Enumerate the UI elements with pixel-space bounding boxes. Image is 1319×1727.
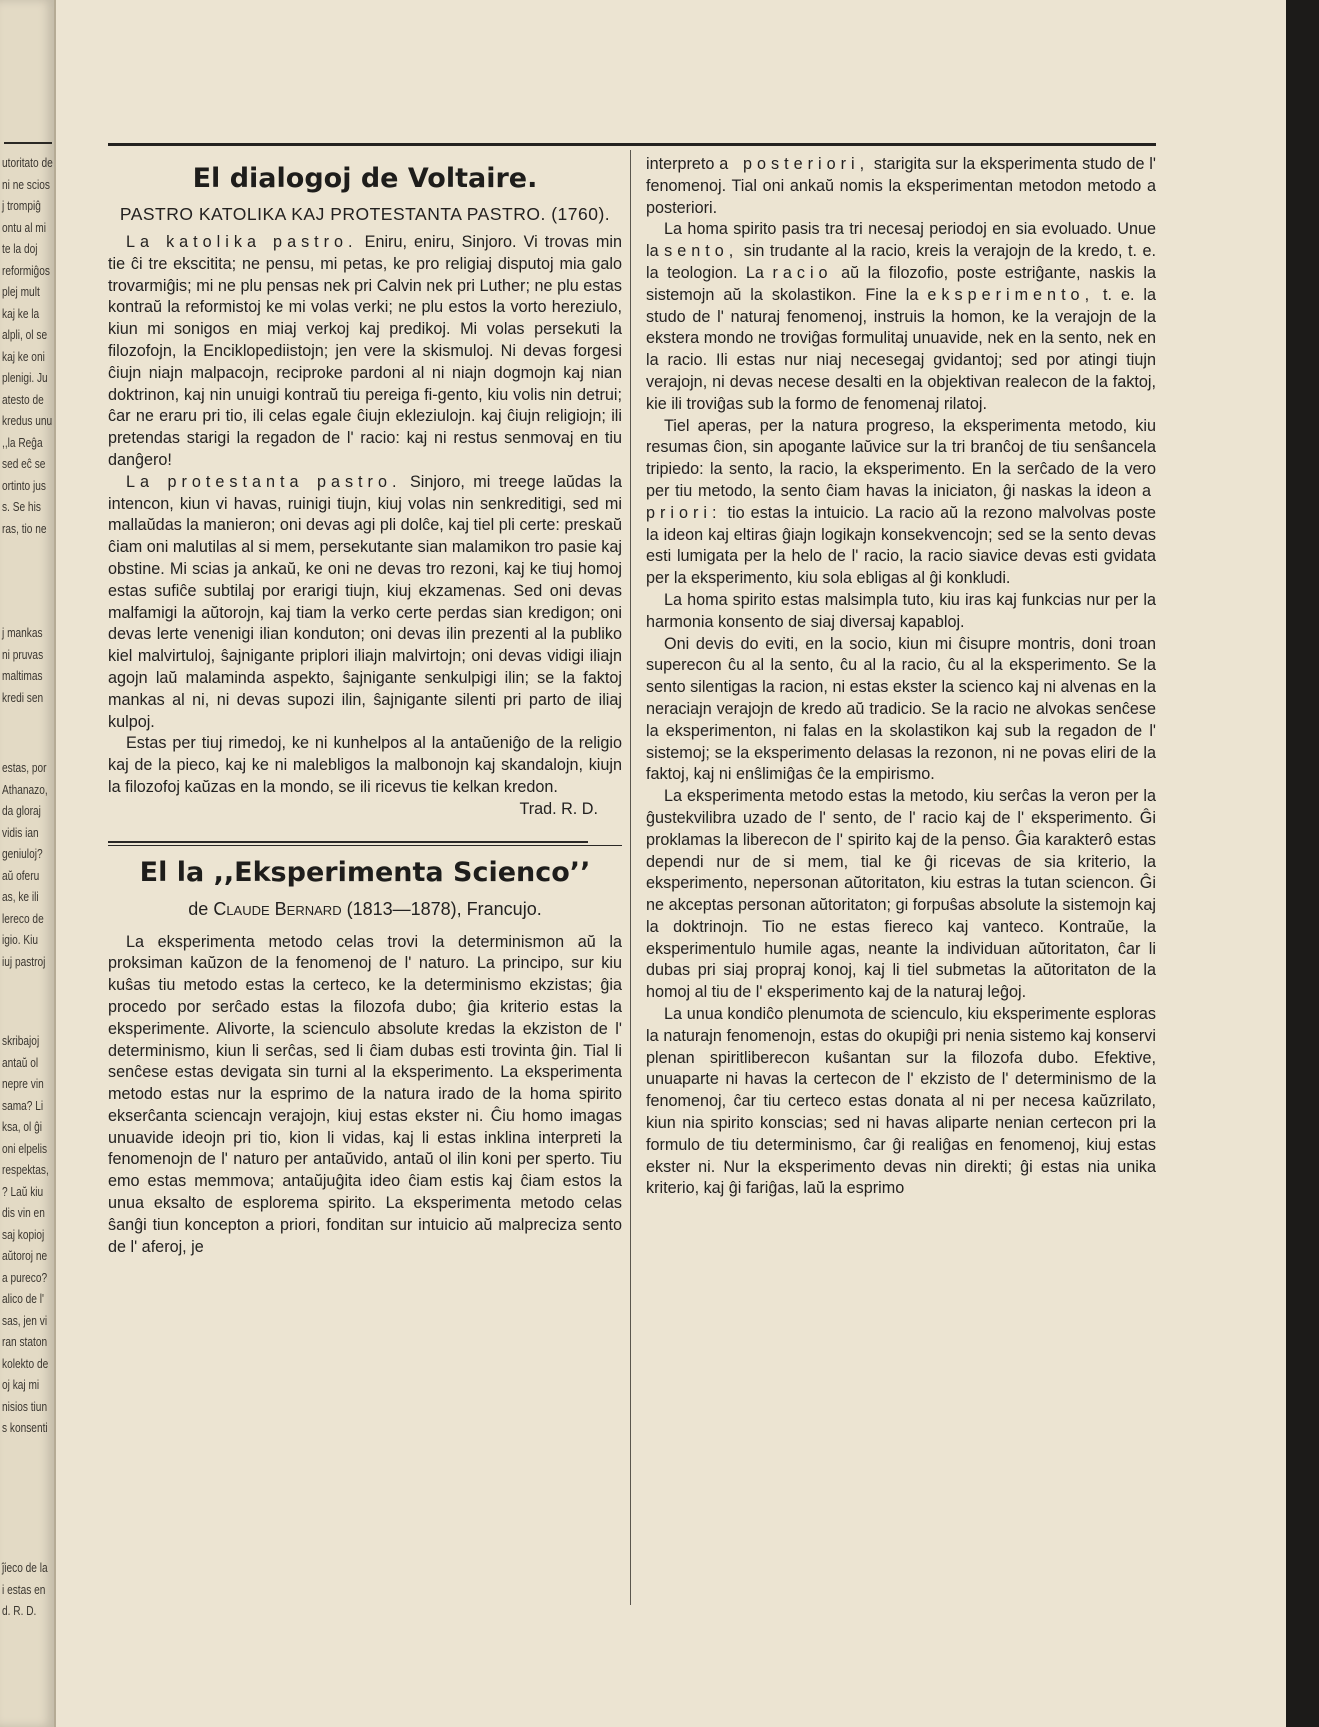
- margin-fragment: plenigi. Ju: [2, 370, 48, 385]
- margin-fragment: plej mult: [2, 284, 40, 299]
- emphasized-term: sento,: [664, 242, 739, 261]
- margin-fragment: ,,la Reĝa: [2, 434, 43, 450]
- margin-fragment: alpli, ol se: [2, 327, 48, 342]
- margin-fragment: geniuloj?: [2, 846, 43, 861]
- margin-fragment: atesto de: [2, 391, 44, 407]
- margin-fragment: j mankas: [2, 625, 43, 640]
- margin-fragment: kredus unu: [2, 413, 53, 428]
- article2-paragraph: Oni devis do eviti, en la socio, kiun mi ĉisupre montris, doni troan superecon ĉu al la sento, ĉu al la racio, ĉu al la eksperimento. Se la sento silentigas la racion, ni estas ekster la scienco kaj ni alvenas en la neraciajn verajojn de kredo aŭ tradicio. Se la racio ne alvokas senĉese la eksperimenton, ni falas en la skolastikon kaj sub la regadon de l' sistemoj; se la eksperimento delasas la rezonon, ni ne povas eliri de la faktoj, kaj ni enŝlimiĝas ĉe la empirismo.: [646, 634, 1156, 784]
- margin-fragment: sas, jen vi: [2, 1312, 48, 1328]
- margin-fragment: te la doj: [2, 241, 38, 256]
- margin-fragment: reformiĝos: [2, 262, 50, 278]
- author-name: Claude Bernard: [213, 898, 342, 919]
- margin-fragment: maltimas: [2, 668, 43, 683]
- article2-paragraph: La homa spirito estas malsimpla tuto, kiu iras kaj funkcias nur per la harmonia konsento de siaj diversaj kapabloj.: [646, 590, 1156, 631]
- article2-title: El la ,,Eksperimenta Scienco’’: [139, 856, 591, 888]
- margin-fragment: aŭ oferu: [2, 867, 40, 883]
- margin-fragment: ? Laŭ kiu: [2, 1183, 44, 1199]
- paragraph-text: Eniru, eniru, Sinjoro. Vi trovas min tie ĉi tre ekscitita; ne pensu, mi petas, ke pro religiaj disputoj mia galo trovarmiĝis; mi ne plu pensas nek pri Calvin nek pri Luther; ne plu estas kontraŭ la reformistoj ke mi volas verki; ne plu estos la vorto hereziulo, kiun mi sonigos en miaj verkoj kaj predikoj. Mi volas persekuti la filozofojn, la Enciklopediistojn; jen vere la skismuloj. Ni devas forgesi ĉiujn niajn malpacojn, reciproke pardoni al ni niajn dogmojn kaj nian doktrinon, kaj nin unuigi kontraŭ tiu pereiga fi-gento, kiu volis nin detrui; ĉar ne eraru pri tio, ili celas egale ĉiujn ekleziulojn. kaj ĉiujn religiojn; ili pretendas starigi la regadon de l' racio: kaj ni restus senmovaj en tiu danĝero!: [108, 233, 623, 469]
- article2-paragraph: [646, 219, 1156, 415]
- margin-fragment: sed eĉ se: [2, 456, 46, 471]
- margin-fragment: ortinto jus: [2, 477, 46, 493]
- margin-fragment: oni elpelis: [2, 1140, 48, 1156]
- margin-fragment: ksa, ol ĝi: [2, 1119, 43, 1134]
- margin-fragment: nepre vin: [2, 1076, 44, 1091]
- margin-fragment: dis vin en: [2, 1205, 45, 1220]
- paragraph-text: Sinjoro, mi treege laŭdas la intencon, kiun vi havas, ruinigi tiujn, kiuj volas nin senkreditigi, sed mi mallaŭdas la manieron; oni devas agi pli dolĉe, kaj tiel pli certe: preskaŭ ĉiam oni malutilas al si mem, persekutante sian malamikon tro pasie kaj obstine. Mi scias ja ankaŭ, ke oni ne devas tro rezoni, kaj ke tiuj homoj estas sufiĉe subtilaj por erarigi tiujn, kiuj ekzamenas. Sed oni devas malfamigi la aŭtorojn, kaj tiam la verko certe perdas sian kredigon; oni devas lerte venenigi ilian konduton; oni devas ilin prezenti al la publiko kiel malvirtuloj, ŝajnigante priplori iliajn malvirtojn; oni devas vidigi iliajn agojn laŭ malaminda aspekto, ŝajnigante senkulpigi ilin; se la faktoj mankas al ni, ni devas supozi ilin, ŝajnigante silenti pri parto de iliaj kulpoj.: [108, 472, 623, 731]
- margin-fragment: kaj ke la: [2, 305, 40, 321]
- continued-paragraph: [646, 154, 1156, 219]
- binding-edge: [1286, 0, 1319, 1727]
- article2-paragraph: La unua kondiĉo plenumota de scienculo, kiu eksperimente esploras la naturajn fenomenojn, estas do okupiĝi pri nenia sistemo kaj konservi plenan spiritliberecon kuŝantan sur la filozofa dubo. Efektive, unuaparte ni havas la certecon de l' ekzisto de l' determinismo de la fenomenoj, ĉar tiu certeco estas donata al ni per necesa kaŭzrilato, kiun nia spirito konscias; sed ni havas aliparte nenian certecon pri la formulo de tiu determinismo, ĉar ĝi realiĝas en fenomenoj, kiuj estas ekster ni. Nur la eksperimento devas nin direkti; ĝi estas nia unika kriterio, kaj ĝi fariĝas, laŭ la esprimo: [646, 1005, 1156, 1198]
- margin-fragment: i estas en: [2, 1581, 46, 1597]
- margin-fragment: lereco de: [2, 910, 44, 926]
- margin-fragment: estas, por: [2, 760, 47, 775]
- margin-fragment: kredi sen: [2, 689, 44, 705]
- emphasized-term: racio: [772, 263, 833, 282]
- margin-fragment: s konsenti: [2, 1420, 48, 1435]
- article1-title: El dialogoj de Voltaire.: [192, 163, 538, 194]
- text-run: starigita sur la eksperimenta studo de l' fenomenoj. Tial oni ankaŭ nomis la eksperimentan metodon metodo a posteriori.: [646, 155, 1156, 217]
- previous-page-margin: [0, 0, 56, 1727]
- right-column: [646, 154, 1156, 1200]
- speaker-label: La katolika pastro.: [126, 233, 358, 251]
- margin-fragment: as, ke ili: [2, 889, 39, 904]
- margin-fragment: saj kopioj: [2, 1226, 45, 1242]
- article-separator: [108, 841, 588, 843]
- margin-fragment: respektas,: [2, 1162, 49, 1177]
- text-run: Tiel aperas, per la natura progreso, la eksperimenta metodo, kiu resumas ĉion, sin apogante laŭvice sur la tri branĉoj de tiu senŝancela tripiedo: la sento, la racio, la eksperimento. En la serĉado de la vero per tiu metodo, la sento ĉiam havas la iniciaton, ĝi naskas la ideon: [646, 416, 1156, 500]
- margin-fragment: ras, tio ne: [2, 520, 47, 536]
- margin-fragment: s. Se his: [2, 499, 41, 514]
- article1-paragraph: Estas per tiuj rimedoj, ke ni kunhelpos al la antaŭeniĝo de la religio kaj de la pieco, kaj ke ni malebligos la malbonojn kaj skandalojn, kiujn la filozofoj kaŭzas en la mondo, se ili ricevus tie kelkan kredon.: [108, 734, 622, 796]
- margin-fragment: d. R. D.: [2, 1603, 37, 1618]
- margin-rule: [4, 142, 52, 144]
- article2-paragraph: La eksperimenta metodo celas trovi la determinismon aŭ la proksiman kaŭzon de la fenomenoj de l' naturo. La principo, sur kiu kuŝas tiu metodo estas la certeco, ke la determinismo ekzistas; ĝia procedo por serĉado estas la filozofa dubo; ĝia kriterio estas la eksperimente. Alivorte, la scienculo absolute kredas la ekziston de l' determinismo, kiun li serĉas, sed li ĉiam dubas esti trovinta ĝin. Tial li senĉese estas devigata sin turni al la eksperimento. La eksperimenta metodo estas nur la esprimo de la natura irado de la homa spirito ekserĉanta sciencajn verajojn, kiuj estas ekster ni. Ĉiu homo imagas unuavide ideojn pri tio, kion li vidas, kaj li estas inklina interpreti la fenomenojn de l' naturo per antaŭvido, antaŭ ol ilin koni per sperto. Tiu emo estas memmova; antaŭjuĝita ideo ĉiam estis kaj ĉiam estos la unua eksalto de esplorema spirito. La eksperimenta metodo celas ŝanĝi tiun koncepton a priori, fonditan sur intuicio aŭ malpreciza sento de l' aferoj, je: [108, 932, 622, 1256]
- article2-paragraph: [646, 416, 1156, 590]
- margin-fragment: ni pruvas: [2, 646, 44, 662]
- article-separator-thin: [108, 845, 622, 846]
- margin-fragment: ran staton: [2, 1334, 48, 1349]
- margin-fragment: ĵieco de la: [2, 1560, 48, 1575]
- margin-fragment: ontu al mi: [2, 219, 46, 235]
- margin-fragment: a pureco?: [2, 1269, 48, 1285]
- text-run: La homa spirito pasis tra tri necesaj periodoj en sia evoluado. Unue la: [646, 220, 1156, 261]
- margin-fragment: nisios tiun: [2, 1398, 48, 1414]
- article2-paragraph: La eksperimenta metodo estas la metodo, kiu serĉas la veron per la ĝustekvilibra uzado de l' sento, de l' racio kaj de l' eksperimento. Ĝi proklamas la liberecon de l' spirito kaj de la penso. Ĝia karakterô estas dependi nur de si mem, tial ke ĝi ricevas de sia kriterio, la eksperimento, nepersonan aŭtoritaton, kiu estras la tutan sciencon. Ĝi ne akceptas personan aŭtoritaton; gi forpuŝas absolute la sistemojn kaj la doktrinojn. Tio ne estas fiereco kaj vanteco. Kontraŭe, la eksperimentulo humile agas, neante la individuan aŭtoritaton, ĉar li dubas pri siaj propraj konoj, kaj li tiel submetas la aŭtoritaton de la homoj al tiu de l' eksperimento kaj de la naturaj leĝoj.: [646, 787, 1156, 1002]
- text-run: interpreto: [646, 155, 715, 173]
- margin-fragment: utoritato de: [2, 155, 53, 170]
- text-run: t. e. la studo de l' naturaj fenomenoj, instruis la homon, ke la verajojn de la ekstera mondo ne troviĝas formulitaj unuavide, nek en la sento, nek en la racio. Ili estas nur niaj necesegaj gvidantoj; sed por atingi tiujn verajojn, ni devas necese desalti en la objektivan realecon de la faktoj, kie ili troviĝas sub la formo de fenomenaj rilatoj.: [646, 285, 1157, 413]
- article1-paragraph: [108, 232, 622, 472]
- emphasized-term: a priori:: [646, 481, 1157, 522]
- margin-fragment: vidis ian: [2, 824, 39, 840]
- author-prefix: de: [188, 898, 209, 919]
- column-divider: [630, 150, 631, 1605]
- margin-fragment: skribajoj: [2, 1033, 40, 1048]
- margin-fragment: aŭtoroj ne: [2, 1248, 48, 1263]
- emphasized-term: eksperimento,: [927, 285, 1095, 304]
- margin-fragment: j trompiĝ: [2, 198, 41, 213]
- emphasized-term: a posteriori,: [719, 155, 870, 173]
- margin-fragment: alico de l': [2, 1291, 44, 1306]
- margin-fragment: Athanazo,: [2, 781, 48, 797]
- text-run: aŭ la filozofio, poste estriĝante, naskis la sistemojn aŭ la skolastikon. Fine la: [646, 263, 1157, 304]
- margin-fragment: ni ne scios: [2, 176, 50, 192]
- margin-fragment: igio. Kiu: [2, 932, 39, 947]
- margin-fragment: iuj pastroj: [2, 953, 46, 969]
- text-run: tio estas la intuicio. La racio aŭ la rezono malvolvas poste la ideon kaj eltiras ĝiajn logikajn konsekvencojn; sed se la sento devas esti lumigata per la helo de l' racio, la racio siavice devas esti gvidata per la eksperimento, kiu sola ebligas al ĝi konkludi.: [646, 503, 1156, 588]
- article1-signature: Trad. R. D.: [519, 799, 598, 818]
- margin-fragment: kolekto de: [2, 1355, 49, 1371]
- margin-fragment: sama? Li: [2, 1097, 44, 1113]
- left-column: [108, 154, 622, 1258]
- author-dates: (1813—1878), Francujo.: [346, 898, 542, 919]
- margin-fragment: kaj ke oni: [2, 348, 45, 364]
- speaker-label: La protestanta pastro.: [126, 472, 402, 491]
- article1-subtitle: PASTRO KATOLIKA KAJ PROTESTANTA PASTRO. (1760).: [119, 204, 611, 224]
- margin-fragment: antaŭ ol: [2, 1054, 39, 1070]
- article2-author-line: [108, 896, 622, 922]
- header-rule: [108, 143, 1156, 146]
- text-run: sin trudante al la racio, kreis la verajojn de la kredo, t. e. la teologion. La: [646, 242, 1157, 282]
- article1-paragraph: [108, 472, 622, 734]
- margin-fragment: oj kaj mi: [2, 1377, 40, 1392]
- margin-fragment: da gloraj: [2, 803, 41, 818]
